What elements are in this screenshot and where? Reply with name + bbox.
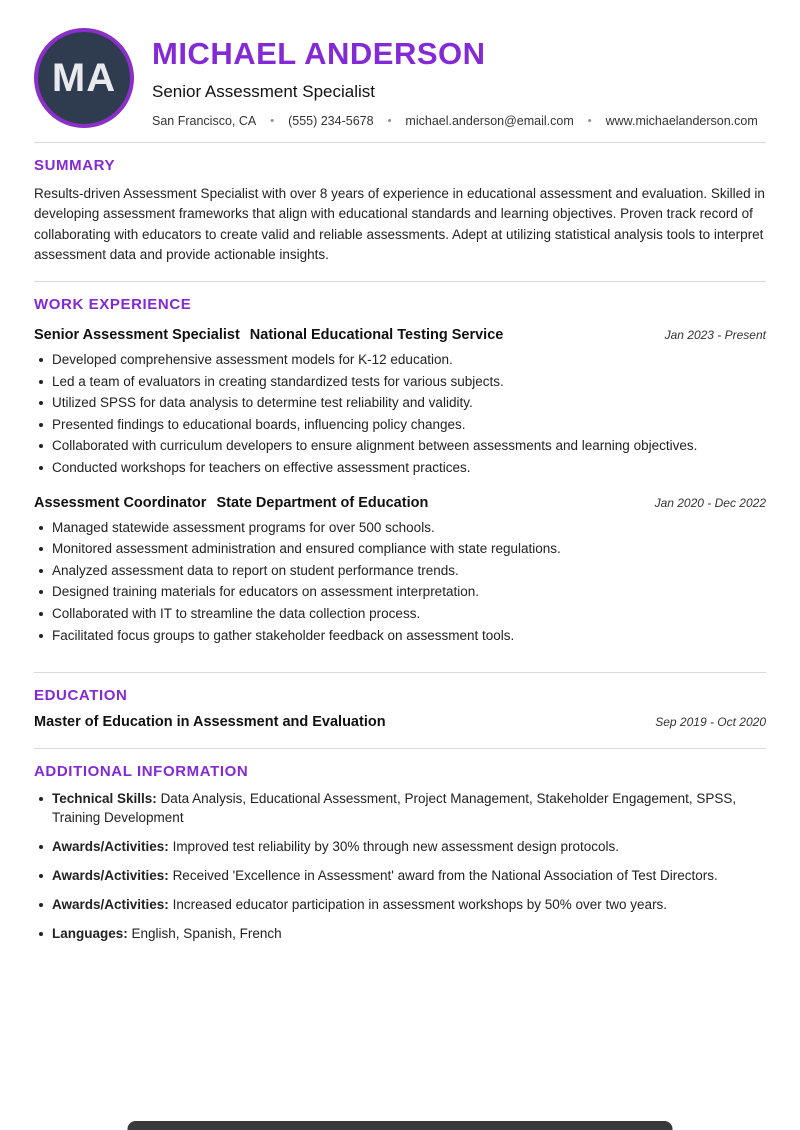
job-bullet: Designed training materials for educators on assessment interpretation. xyxy=(34,581,766,603)
job-bullet: Developed comprehensive assessment models for K-12 education. xyxy=(34,349,766,371)
work-experience-heading: WORK EXPERIENCE xyxy=(34,296,192,313)
avatar-initials: MA xyxy=(51,55,117,100)
summary-text: Results-driven Assessment Specialist with over 8 years of experience in educational assessment and evaluation. Skilled in developing assessment frameworks that align with educational standards and learning objectives. Proven track record of collaborating with educators to create valid and reliable assessments. Adept at utilizing statistical analysis tools to interpret assessment data and provide actionable insights. xyxy=(34,186,765,262)
job-bullet: Presented findings to educational boards, influencing policy changes. xyxy=(34,414,766,436)
section-additional-information xyxy=(34,748,766,943)
job-title xyxy=(34,495,428,511)
job-position: Senior Assessment Specialist xyxy=(34,327,240,343)
info-text: Improved test reliability by 30% through new assessment design protocols. xyxy=(172,838,620,854)
job-bullet: Managed statewide assessment programs for over 500 schools. xyxy=(34,517,766,539)
job-position: Assessment Coordinator xyxy=(34,494,207,511)
info-label: Awards/Activities: xyxy=(52,867,169,883)
job-bullet: Collaborated with curriculum developers to ensure alignment between assessments and learning objectives. xyxy=(34,435,766,457)
additional-info-list xyxy=(34,790,766,943)
job-bullet-list xyxy=(34,517,766,647)
info-item xyxy=(34,896,766,915)
job-bullet: Utilized SPSS for data analysis to determine test reliability and validity. xyxy=(34,392,766,414)
job-company: State Department of Education xyxy=(216,494,429,511)
job-bullet: Facilitated focus groups to gather stakeholder feedback on assessment tools. xyxy=(34,625,766,647)
separator-dot: • xyxy=(587,115,592,127)
contact-phone: (555) 234-5678 xyxy=(288,114,374,128)
info-item xyxy=(34,790,766,828)
info-item xyxy=(34,925,766,944)
job-bullet: Monitored assessment administration and ensured compliance with state regulations. xyxy=(34,538,766,560)
section-education xyxy=(34,672,766,730)
separator-dot: • xyxy=(387,115,392,127)
job-dates: Jan 2023 - Present xyxy=(664,328,766,342)
candidate-title: Senior Assessment Specialist xyxy=(152,82,375,101)
info-text: English, Spanish, French xyxy=(131,925,282,941)
info-label: Languages: xyxy=(52,925,128,941)
info-text: Increased educator participation in assessment workshops by 50% over two years. xyxy=(172,896,668,912)
job-company: National Educational Testing Service xyxy=(249,327,504,343)
contact-email: michael.anderson@email.com xyxy=(405,114,574,128)
info-text: Data Analysis, Educational Assessment, Project Management, Stakeholder Engagement, SPSS, Training Development xyxy=(52,791,737,826)
section-work-experience xyxy=(34,281,766,646)
resume-header xyxy=(34,26,766,128)
header-text xyxy=(152,26,758,128)
candidate-name: MICHAEL ANDERSON xyxy=(152,36,486,71)
job-header xyxy=(34,495,766,511)
job-bullet: Led a team of evaluators in creating standardized tests for various subjects. xyxy=(34,371,766,393)
contact-website: www.michaelanderson.com xyxy=(605,114,758,128)
job-header xyxy=(34,327,766,343)
job-bullet: Collaborated with IT to streamline the data collection process. xyxy=(34,603,766,625)
info-label: Technical Skills: xyxy=(52,791,157,807)
education-heading: EDUCATION xyxy=(34,687,128,705)
job-dates: Jan 2020 - Dec 2022 xyxy=(654,495,766,510)
info-text: Received 'Excellence in Assessment' award from the National Association of Test Directors. xyxy=(172,867,718,883)
info-label: Awards/Activities: xyxy=(52,896,169,912)
job-bullet-list xyxy=(34,349,766,479)
info-label: Awards/Activities: xyxy=(52,838,169,854)
contact-location: San Francisco, CA xyxy=(152,114,257,128)
separator-dot: • xyxy=(270,115,275,127)
info-item xyxy=(34,867,766,886)
degree-name: Master of Education in Assessment and Evaluation xyxy=(34,714,386,731)
education-dates: Sep 2019 - Oct 2020 xyxy=(655,715,766,730)
contact-line xyxy=(152,114,758,128)
job-bullet: Analyzed assessment data to report on student performance trends. xyxy=(34,560,766,582)
additional-information-heading: ADDITIONAL INFORMATION xyxy=(34,763,249,781)
avatar xyxy=(34,28,134,128)
section-summary xyxy=(34,142,766,265)
summary-heading: SUMMARY xyxy=(34,157,116,174)
education-entry xyxy=(34,714,766,730)
job-bullet: Conducted workshops for teachers on effective assessment practices. xyxy=(34,457,766,479)
job-title xyxy=(34,327,503,343)
footer-bar xyxy=(128,1121,673,1130)
info-item xyxy=(34,838,766,857)
